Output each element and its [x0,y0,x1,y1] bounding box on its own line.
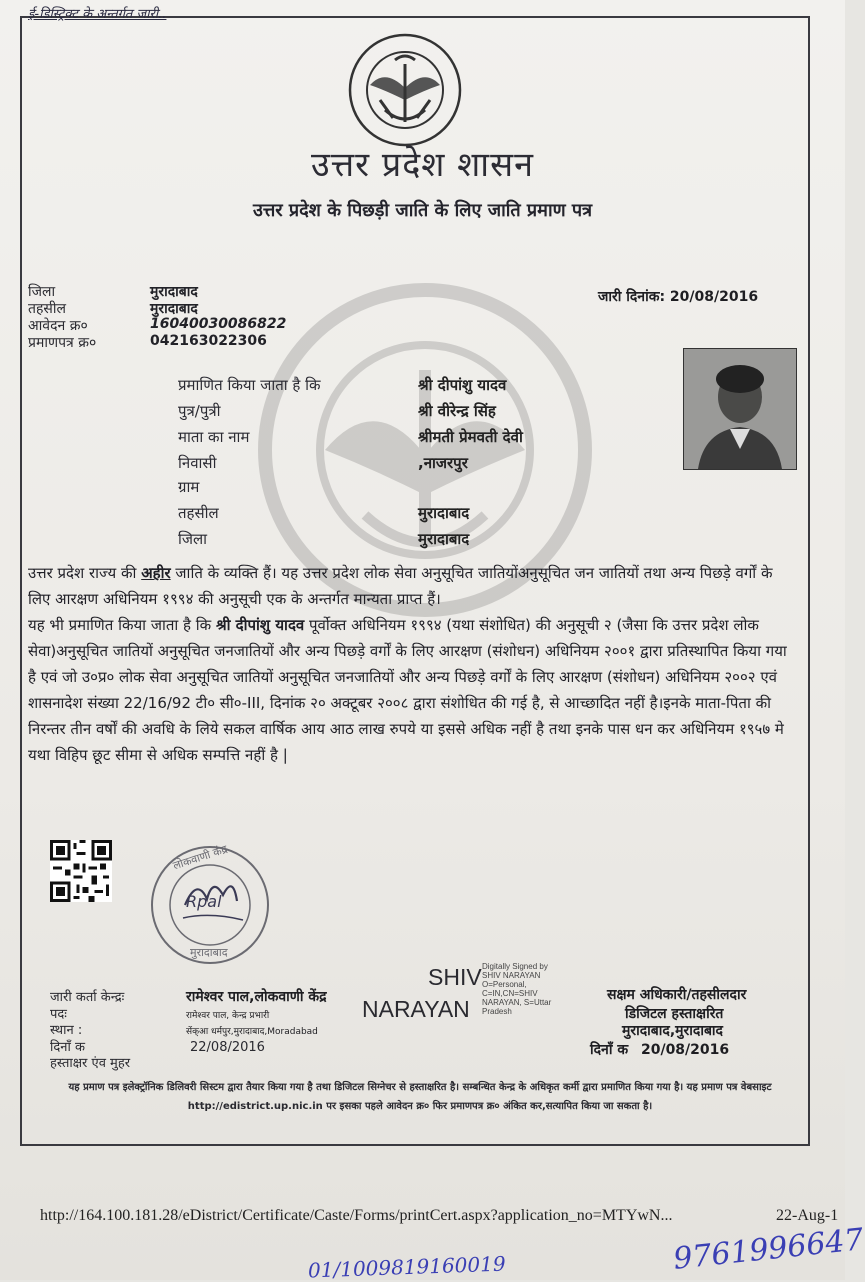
sign-label: हस्ताक्षर एंव मुहर [50,1056,131,1071]
dsig-details [482,962,551,1016]
post-value: रामेश्वर पाल, केन्द्र प्रभारी [186,1011,270,1021]
parent-name: श्री वीरेन्द्र सिंह [418,402,496,420]
issue-date-footer-value: 22/08/2016 [190,1040,265,1055]
person-tehsil-value: मुरादाबाद [418,504,470,522]
place-label: स्थान : [50,1023,83,1038]
person-tehsil-label: तहसील [178,504,219,522]
dsig-detail-line: C=IN,CN=SHIV [482,989,538,998]
body-paragraph-2 [28,612,793,768]
body-para2-post: पूर्वोक्त अधिनियम १९९४ (यथा संशोधित) की अनुसूची २ (जैसा कि उत्तर प्रदेश लोक सेवा)अनुसूचित जातियों अनुसूचित जनजातियों और अन्य पिछड़े वर्गों के लिए आरक्षण (संशोधन) अधिनियम २००१ द्वारा प्रतिस्थापित किया गया है एवं जो उ०प्र० लोक सेवा अनुसूचित जातियों अनुसूचित जनजातियों और अन्य पिछड़े वर्गों के लिए आरक्षण (संशोधन) अधिनियम २००२ एवं शासनादेश संख्या 22/16/92 टी० सी०-III, दिनांक २० अक्टूबर २००८ द्वारा संशोधित की गई है, से आच्छादित नहीं है।इनके माता-पिता की निरन्तर तीन वर्षों की अवधि के लिये सकल वार्षिक आय आठ लाख रुपये या इससे अधिक नहीं है तथा इनके पास धन कर अधिनियम १९५७ मे यथा विहिप छूट सीमा से अधिक सम्पत्ति नहीं है | [28,616,787,764]
certificate-number-label: प्रमाणपत्र क्र० [28,335,97,351]
resident-value: ,नाजरपुर [418,454,468,472]
mother-label: माता का नाम [178,428,250,446]
district-value: मुरादाबाद [150,284,198,300]
application-number-value: 16040030086822 [150,316,287,332]
village-label: ग्राम [178,478,200,496]
dsig-detail-line: Pradesh [482,1007,512,1016]
state-emblem-icon [345,30,465,150]
signature: Rpal [186,892,222,911]
authority-title: सक्षम अधिकारी/तहसीलदार [607,987,747,1003]
caste-name: अहीर [141,564,171,582]
body-para1-post: जाति के व्यक्ति हैं। यह उत्तर प्रदेश लोक सेवा अनुसूचित जातियोंअनुसूचित जन जातियों तथा अन्य पिछड़े वर्गों के लिए आरक्षण अधिनियम १९९४ की अनुसूची एक के अन्तर्गत मान्यता प्राप्त हैं। [28,564,773,608]
issue-date-value: 20/08/2016 [669,289,759,305]
parent-label: पुत्र/पुत्री [178,402,221,420]
applicant-portrait-icon [684,349,796,469]
issue-date [598,287,758,306]
issuer-value: रामेश्वर पाल,लोकवाणी केंद्र [186,989,327,1005]
authority-date-label: दिनाँ क [590,1042,629,1058]
applicant-photo [683,348,797,470]
body-para2-pre: यह भी प्रमाणित किया जाता है कि [28,616,216,634]
handwritten-note-1: 01/1009819160019 [307,1251,506,1282]
disclaimer: यह प्रमाण पत्र इलेक्ट्रॉनिक डिलिवरी सिस्टम द्वारा तैयार किया गया है तथा डिजिटल सिग्नेचर से हस्ताक्षरित है। सम्बन्धित केन्द्र के अधिकृत कर्मी द्वारा प्रमाणित किया गया है। यह प्रमाण पत्र वेबसाइट http://edistrict.up.nic.in पर इसका पहले आवेदन क्र० फिर प्रमाणपत्र क्र० अंकित कर,सत्यापित किया जा सकता है। [68,1082,772,1112]
authority-date-value: 20/08/2016 [640,1042,730,1058]
seal-bottom-text: मुरादाबाद [190,946,228,959]
authority-date [590,1040,729,1059]
qr-code-icon [50,840,112,902]
application-number-label: आवेदन क्र० [28,318,88,334]
tehsil-label: तहसील [28,301,66,317]
person-district-value: मुरादाबाद [418,530,470,548]
mother-name: श्रीमती प्रेमवती देवी [418,428,523,446]
dsig-name-line1: SHIV [428,964,482,990]
print-url: http://164.100.181.28/eDistrict/Certificate/Caste/Forms/printCert.aspx?application_no=MTYwN... [40,1207,673,1224]
page-subtitle: उत्तर प्रदेश के पिछड़ी जाति के लिए जाति प्रमाण पत्र [252,200,593,221]
page-title: उत्तर प्रदेश शासन [311,145,534,185]
tehsil-value: मुरादाबाद [150,301,198,317]
handwritten-note-2: 9761996647 [671,1222,865,1277]
print-date: 22-Aug-1 [776,1207,839,1224]
district-label: जिला [28,284,56,300]
certificate-number-value: 042163022306 [150,333,267,349]
body-paragraph-1 [28,560,793,612]
dsig-detail-line: O=Personal, [482,980,527,989]
top-note: ई-डिस्ट्रिक्ट के अन्तर्गत जारी.. [28,7,167,22]
authority-sign: डिजिटल हस्ताक्षरित [625,1006,724,1022]
issuer-label: जारी कर्ता केन्द्रः [50,990,125,1005]
body-para1-pre: उत्तर प्रदेश राज्य की [28,564,142,582]
authority-place: मुरादाबाद,मुरादाबाद [622,1023,723,1039]
place-value: सेंक्आ धर्मपुर,मुरादाबाद,Moradabad [186,1027,318,1037]
resident-label: निवासी [178,454,217,472]
certified-label: प्रमाणित किया जाता है कि [178,376,321,394]
dsig-name-line2: NARAYAN [362,996,470,1022]
dsig-detail-line: SHIV NARAYAN [482,971,541,980]
person-district-label: जिला [178,530,208,548]
issue-date-label: जारी दिनांक: [598,289,666,305]
seal-text: लोकवाणी केंद्र [171,842,229,873]
issue-date-footer-label: दिनाँ क [50,1040,85,1055]
body-holder-name: श्री दीपांशु यादव [215,616,305,634]
certificate-body [28,560,793,768]
holder-name: श्री दीपांशु यादव [418,376,507,394]
dsig-detail-line: NARAYAN, S=Uttar [482,998,552,1007]
post-label: पदः [50,1007,67,1022]
dsig-detail-line: Digitally Signed by [482,962,548,971]
